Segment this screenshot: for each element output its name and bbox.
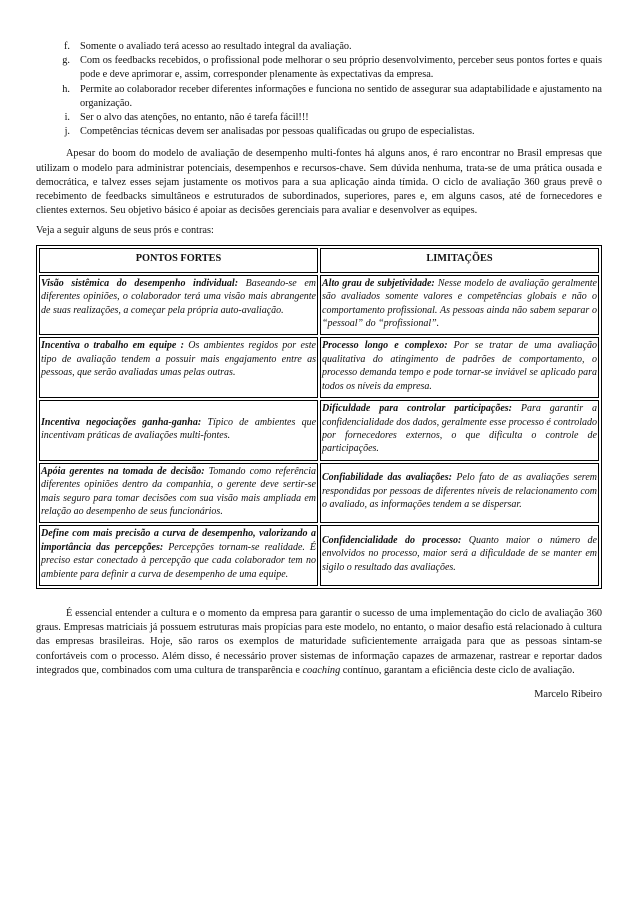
list-item: f. Somente o avaliado terá acesso ao resultado integral da avaliação. — [63, 41, 352, 52]
strength-cell: Incentiva o trabalho em equipe : Os ambientes regidos por este tipo de avaliação tendem a possuir mais engajamento entre as pessoas, que serão avaliadas umas pelas outras. — [39, 337, 318, 398]
list-item: h. Permite ao colaborador receber diferentes informações e funciona no sentido de assegurar sua adaptabilidade e ajustamento na organização. — [62, 83, 602, 109]
table-row — [39, 525, 599, 586]
limitation-cell: Confiabilidade das avaliações: Pelo fato de as avaliações serem respondidas por pessoas de diferentes níveis de relacionamento com o avaliado, as informações tendem a se dispersar. — [320, 463, 599, 524]
column-header-strengths: PONTOS FORTES — [39, 248, 318, 273]
strength-cell: Define com mais precisão a curva de desempenho, valorizando a importância das percepções: Percepções tornam-se realidade. É preciso estar conectado à percepção que cada colaborador tem no ambiente para definir a curva de desempenho de uma equipe. — [39, 525, 318, 586]
limitation-cell: Processo longo e complexo: Por se tratar de uma avaliação qualitativa do atingimento de padrões de comportamento, o processo demanda tempo e pode tornar-se inviável se aplicado para todos os níveis da empresa. — [320, 337, 599, 398]
author-signature: Marcelo Ribeiro — [534, 688, 602, 700]
table-header-row — [39, 248, 599, 273]
table-row — [39, 275, 599, 336]
table-row — [39, 463, 599, 524]
limitation-cell: Dificuldade para controlar participações: Para garantir a confidencialidade dos dados, geralmente esse processo é controlado por fornecedores externos, o que dificulta o controle de participações. — [320, 400, 599, 461]
table-row — [39, 337, 599, 398]
list-item: j. Competências técnicas devem ser analisadas por pessoas qualificadas ou grupo de especialistas. — [64, 126, 475, 138]
table-lead: Veja a seguir alguns de seus prós e contras: — [36, 225, 214, 237]
list-item: g. Com os feedbacks recebidos, o profissional pode melhorar o seu próprio desenvolvimento, perceber seus pontos fortes e quais pode e deve aprimorar e, assim, corresponder plenamente às expectativas da empresa. — [62, 55, 602, 81]
intro-paragraph: Apesar do boom do modelo de avaliação de desempenho multi-fontes há alguns anos, é raro encontrar no Brasil empresas que utilizam o modelo para administrar potenciais, desempenhos e recursos-chave. Sem dúvida nenhuma, trata-se de uma prática ousada e democrática, e talvez esses sejam justamente os motivos para a sua aplicação ainda tímida. O ciclo de avaliação 360 graus prevê o recebimento de feedbacks simultâneos e estruturados de subordinados, superiores, pares e, em alguns casos, até de fornecedores e clientes externos. Seu objetivo básico é apoiar as decisões gerenciais para avaliar e desenvolver as equipes. — [36, 148, 602, 217]
closing-paragraph: É essencial entender a cultura e o momento da empresa para garantir o sucesso de uma implementação do ciclo de avaliação 360 graus. Empresas matriciais já possuem estruturas mais propícias para este modelo, no entanto, o maior desafio está relacionado à cultura das empresas brasileiras. Hoje, são raros os exemplos de maturidade suficientemente arraigada para que as pessoas sintam-se confortáveis com o processo. Além disso, é necessário prover sistemas de informação capazes de armazenar, rastrear e reportar dados integrados que, combinados com uma cultura de transparência e coaching contínuo, garantam a eficiência deste ciclo de avaliação. — [36, 607, 602, 676]
strength-cell: Visão sistêmica do desempenho individual: Baseando-se em diferentes opiniões, o colaborador terá uma visão mais abrangente de suas realizações, a começar pela própria auto-avaliação. — [39, 275, 318, 336]
table-row — [39, 400, 599, 461]
strength-cell: Apóia gerentes na tomada de decisão: Tomando como referência diferentes opiniões dentro da companhia, o gerente deve sertir-se mais seguro para tomar decisões com sua visão mais ampliada em relação ao desempenho de seus funcionários. — [39, 463, 318, 524]
pros-cons-table — [36, 245, 602, 589]
list-item: i. Ser o alvo das atenções, no entanto, não é tarefa fácil!!! — [64, 112, 309, 124]
limitation-cell: Alto grau de subjetividade: Nesse modelo de avaliação geralmente são avaliados somente valores e competências globais e não o comportamento profissional. As pessoas ainda não sabem separar o “pessoal” do “profissional”. — [320, 275, 599, 336]
benefits-list — [36, 40, 602, 139]
limitation-cell: Confidencialidade do processo: Quanto maior o número de envolvidos no processo, maior será a dificuldade de se manter em sigilo o resultado das avaliações. — [320, 525, 599, 586]
column-header-limitations: LIMITAÇÕES — [320, 248, 599, 273]
strength-cell: Incentiva negociações ganha-ganha: Típico de ambientes que incentivam práticas de avaliações multi-fontes. — [39, 400, 318, 461]
